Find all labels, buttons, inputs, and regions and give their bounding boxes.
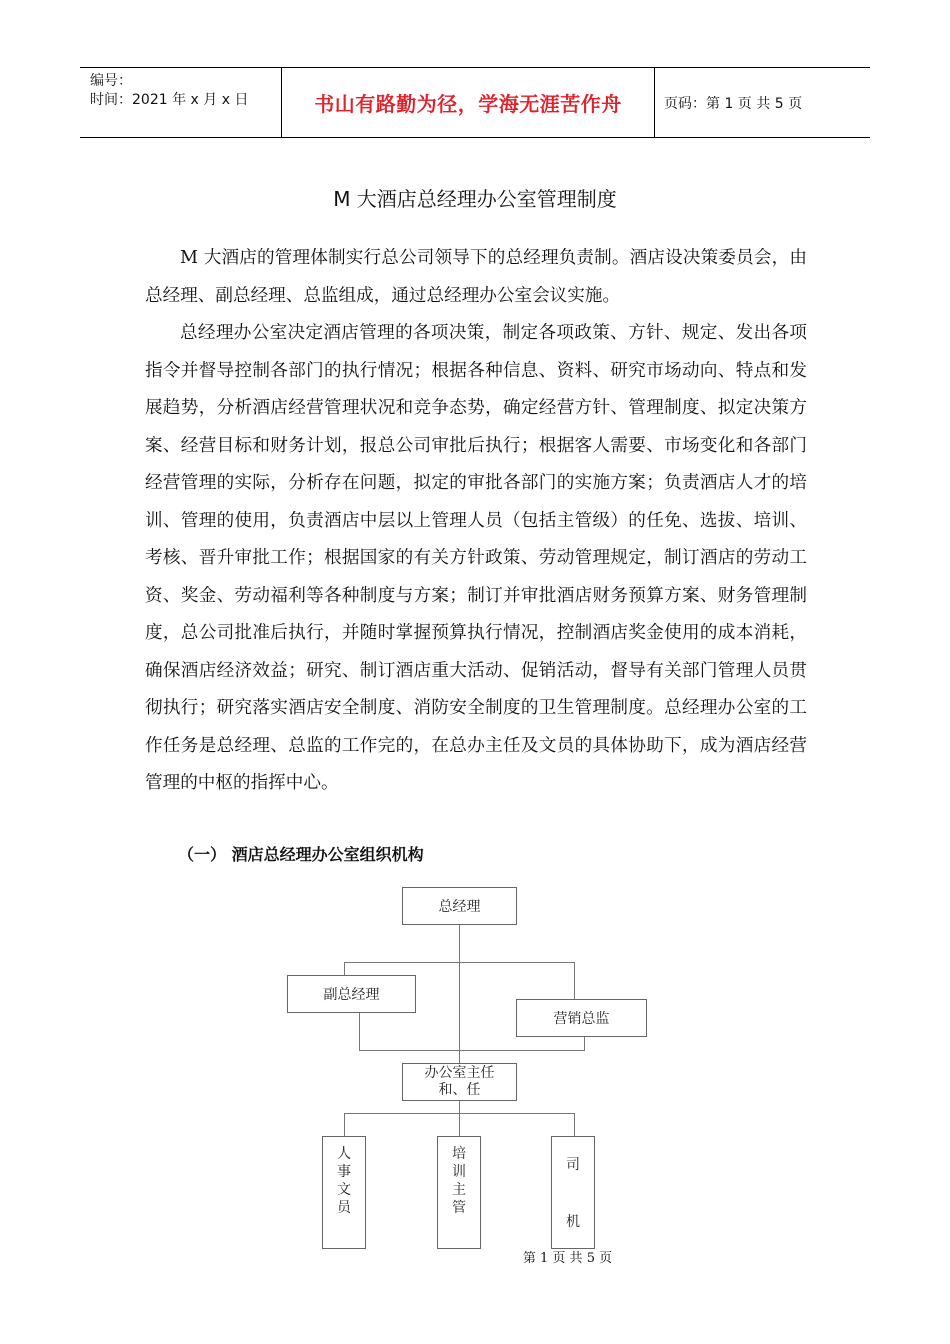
page-footer: 第 1 页 共 5 页 xyxy=(522,1251,613,1266)
org-node-gm: 总经理 xyxy=(402,887,517,925)
org-node-deputy-gm: 副总经理 xyxy=(287,975,416,1013)
connector-line xyxy=(574,1113,575,1136)
paragraph-2: 总经理办公室决定酒店管理的各项决策，制定各项政策、方针、规定、发出各项指令并督导控制各部门的执行情况；根据各种信息、资料、研究市场动向、特点和发展趋势，分析酒店经营管理状况和竞争态势，确定经营方针、管理制度、拟定决策方案、经营目标和财务计划，报总公司审批后执行；根据客人需要、市场变化和各部门经营管理的实际，分析存在问题，拟定的审批各部门的实施方案；负责酒店人才的培训、管理的使用，负责酒店中层以上管理人员（包括主管级）的任免、选拔、培训、考核、晋升审批工作；根据国家的有关方针政策、劳动管理规定，制订酒店的劳动工资、奖金、劳动福利等各种制度与方案；制订并审批酒店财务预算方案、财务管理制度，总公司批准后执行，并随时掌握预算执行情况，控制酒店奖金使用的成本消耗，确保酒店经济效益；研究、制订酒店重大活动、促销活动，督导有关部门管理人员贯彻执行；研究落实酒店安全制度、消防安全制度的卫生管理制度。总经理办公室的工作任务是总经理、总监的工作完的，在总办主任及文员的具体协助下，成为酒店经营管理的中枢的指挥中心。 xyxy=(145,323,807,793)
connector-line xyxy=(344,962,575,963)
org-node-marketing-director: 营销总监 xyxy=(516,999,647,1037)
section-heading: （一） 酒店总经理办公室组织机构 xyxy=(178,845,424,864)
connector-line xyxy=(459,1100,460,1113)
connector-line xyxy=(359,1050,585,1051)
header-page-label: 页码：第 1 页 共 5 页 xyxy=(664,95,803,112)
time-label: 时间：2021 年 x 月 x 日 xyxy=(90,92,249,108)
document-title: M 大酒店总经理办公室管理制度 xyxy=(333,187,617,211)
connector-line xyxy=(574,962,575,1000)
paragraph-1: M 大酒店的管理体制实行总公司领导下的总经理负责制。酒店设决策委员会，由总经理、副总经理、总监组成，通过总经理办公室会议实施。 xyxy=(145,248,807,306)
connector-line xyxy=(584,1037,585,1051)
connector-line xyxy=(344,1113,345,1136)
connector-line xyxy=(459,924,460,1067)
number-label: 编号： xyxy=(90,73,132,89)
org-node-office-director: 办公室主任和、任 xyxy=(402,1063,517,1101)
header-motto: 书山有路勤为径，学海无涯苦作舟 xyxy=(282,68,655,137)
org-node-hr-clerk: 人事文员 xyxy=(322,1136,366,1249)
connector-line xyxy=(359,1012,360,1050)
org-node-training-supervisor: 培训主管 xyxy=(437,1136,481,1249)
connector-line xyxy=(459,1113,460,1136)
org-node-driver: 司机 xyxy=(551,1136,595,1249)
connector-line xyxy=(344,962,345,976)
